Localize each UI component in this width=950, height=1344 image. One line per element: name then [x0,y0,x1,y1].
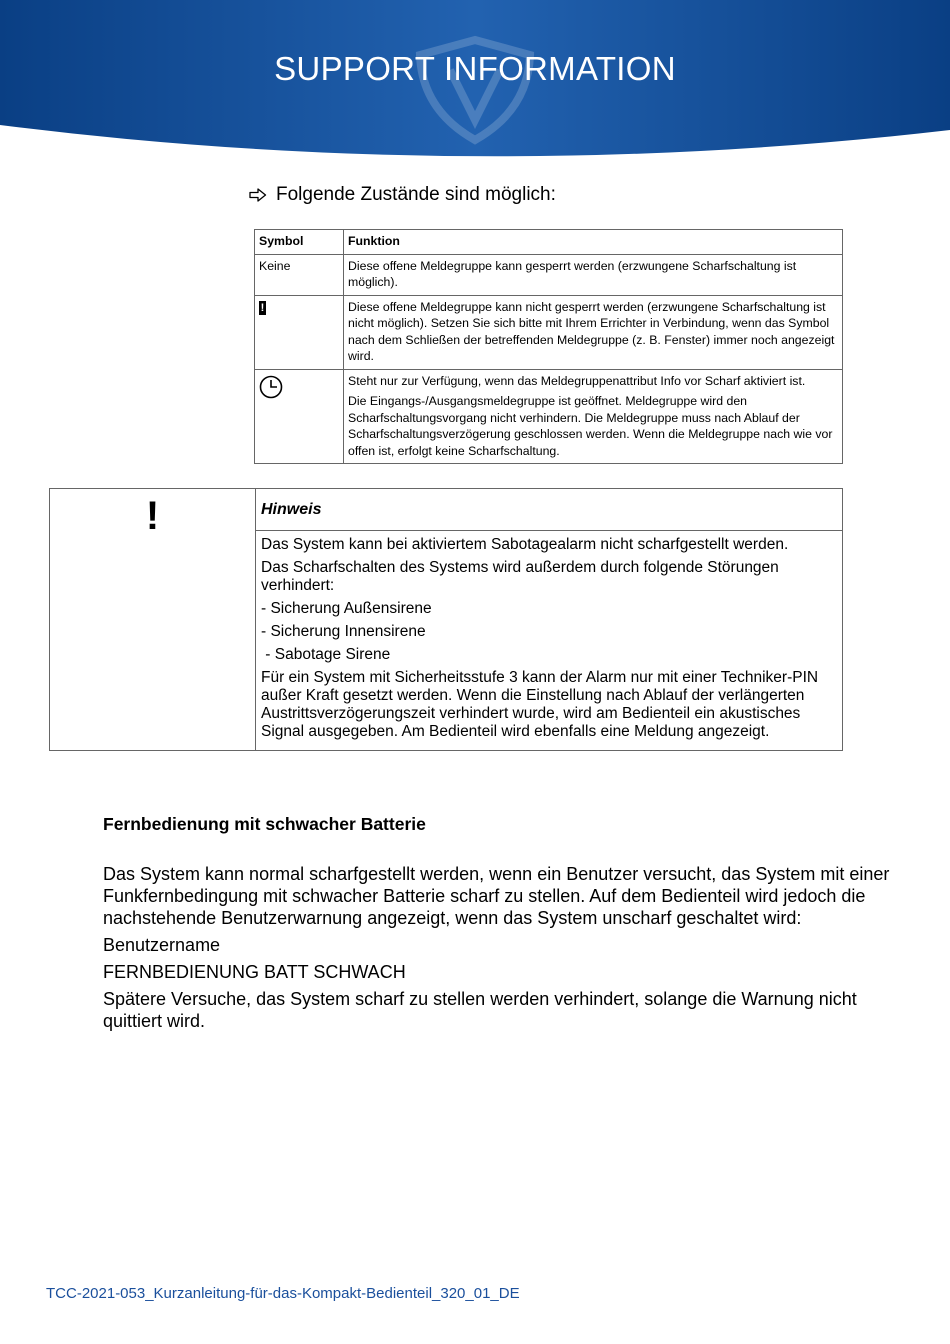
note-list-item: - Sicherung Innensirene [261,623,426,640]
function-cell [344,295,843,369]
section-heading: Fernbedienung mit schwacher Batterie [103,814,426,834]
table-header-row [255,230,843,255]
footer-document-id: TCC-2021-053_Kurzanleitung-für-das-Kompakt-Bedienteil_320_01_DE [46,1285,520,1302]
note-box [49,488,843,751]
exclamation-box-icon: ! [260,301,265,314]
header-banner [0,0,950,165]
column-header-symbol: Symbol [255,230,344,255]
exclamation-icon: ! [145,494,160,538]
note-paragraph: Für ein System mit Sicherheitsstufe 3 kann der Alarm nur mit einer Techniker-PIN außer Kraft gesetzt werden. Wenn die Einstellung nach Ablauf der verlängerten Austrittsverzögerungszeit verhindert wurde, wird am Bedienteil ein akustisches Signal ausgegeben. Am Bedienteil wird ebenfalls eine Meldung angezeigt. [261,669,819,740]
note-list-item: - Sabotage Sirene [261,646,391,663]
note-body [256,531,843,751]
note-paragraph: Das Scharfschalten des Systems wird außerdem durch folgende Störungen verhindert: [261,559,779,594]
note-paragraph: Das System kann bei aktiviertem Sabotagealarm nicht scharfgestellt werden. [261,536,789,553]
symbol-cell [255,369,344,464]
states-table [254,229,843,464]
note-icon-cell [50,489,256,751]
table-row [255,369,843,464]
function-cell [344,369,843,464]
section-body [103,863,903,1037]
table-row [255,254,843,295]
section-paragraph: Benutzername [103,935,221,955]
note-list-item: - Sicherung Außensirene [261,600,432,617]
function-cell [344,254,843,295]
function-text: Diese offene Meldegruppe kann nicht gesperrt werden (erzwungene Scharfschaltung ist nicht möglich). Setzen Sie sich bitte mit Ihrem Errichter in Verbindung, wenn das Symbol nach dem Schließen der betreffenden Meldegruppe (z. B. Fenster) immer noch angezeigt wird. [348,299,835,363]
note-title: Hinweis [256,489,843,531]
section-paragraph: Spätere Versuche, das System scharf zu stellen werden verhindert, solange die Warnung nicht quittiert wird. [103,989,857,1031]
table-row [255,295,843,369]
section-paragraph: Das System kann normal scharfgestellt werden, wenn ein Benutzer versucht, das System mit einer Funkfernbedingung mit schwacher Batterie scharf zu stellen. Auf dem Bedienteil wird jedoch die nachstehende Benutzerwarnung angezeigt, wenn das System unscharf geschaltet wird: [103,864,890,928]
intro-text: Folgende Zustände sind möglich: [276,184,556,205]
function-text: Diese offene Meldegruppe kann gesperrt werden (erzwungene Scharfschaltung ist möglich). [348,258,797,289]
arrow-right-outline-icon [249,188,267,202]
function-text: Steht nur zur Verfügung, wenn das Meldegruppenattribut Info vor Scharf aktiviert ist. [348,373,806,388]
column-header-function: Funktion [344,230,843,255]
function-text: Die Eingangs-/Ausgangsmeldegruppe ist geöffnet. Meldegruppe wird den Scharfschaltungsvorgang nicht verhindern. Die Meldegruppe muss nach Ablauf der Scharfschaltungsverzögerung geschlossen werden. Wenn die Meldegruppe nach wie vor offen ist, erfolgt keine Scharfschaltung. [348,394,833,458]
section-paragraph: FERNBEDIENUNG BATT SCHWACH [103,962,406,982]
symbol-cell [255,295,344,369]
intro-line [249,184,556,206]
clock-icon [259,375,283,399]
page-title: SUPPORT INFORMATION [274,50,676,87]
symbol-cell: Keine [255,254,344,295]
